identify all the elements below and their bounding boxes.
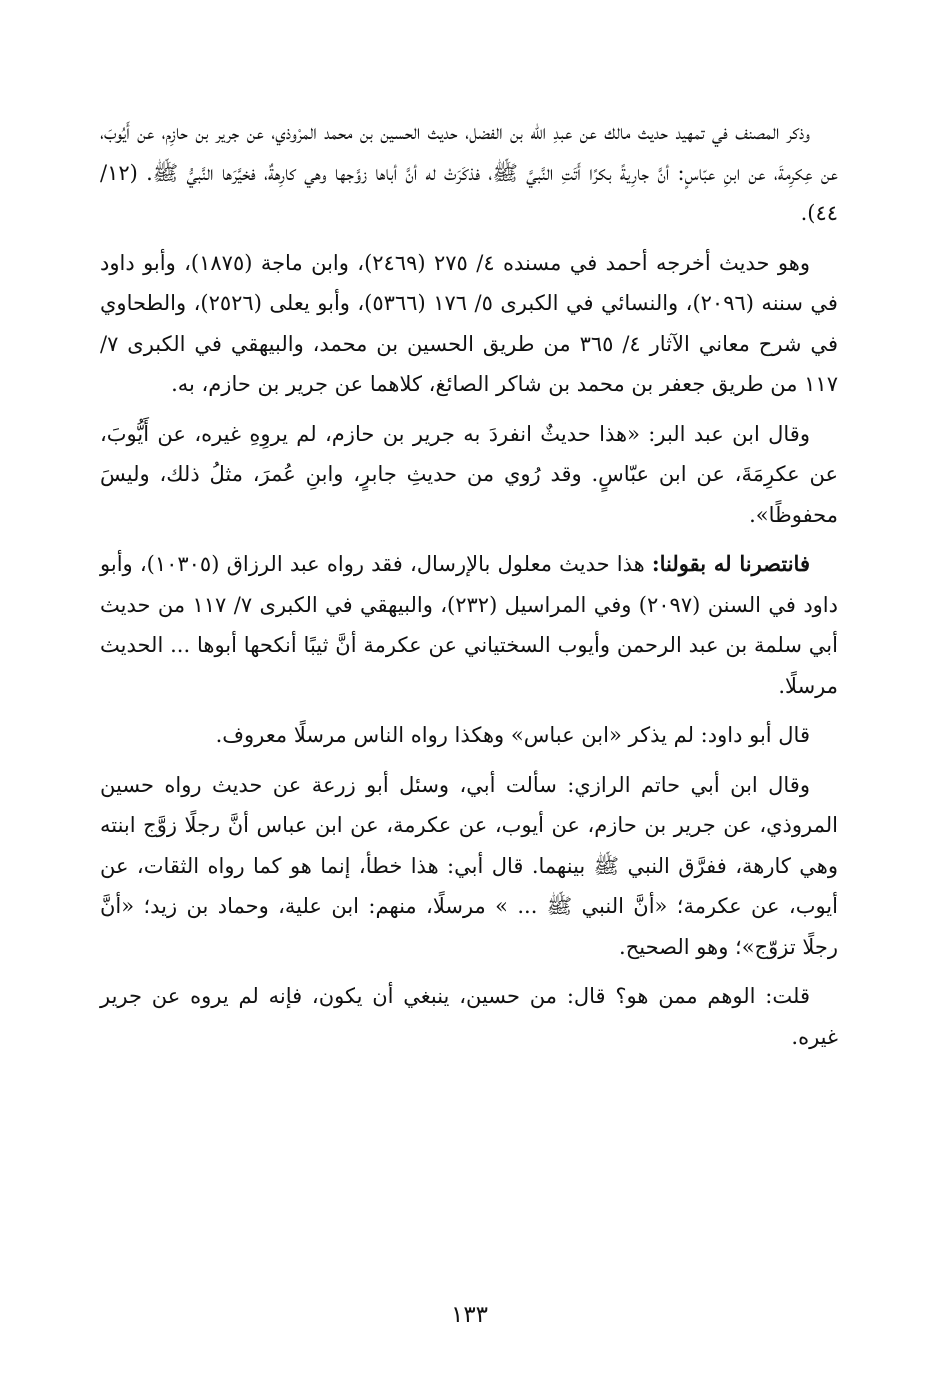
paragraph-text: هذا حديث معلول بالإرسال، فقد رواه عبد الرزاق (١٠٣٠٥)، وأبو داود في السنن (٢٠٩٧) وفي المراسيل (٢٣٢)، والبيهقي في الكبرى ٧/ ١١٧ من حديث أبي سلمة بن عبد الرحمن وأيوب السختياني عن عكرمة أنَّ ثيبًا أنكحها أبوها ... الحديث مرسلًا. <box>100 552 838 698</box>
paragraph-abu-dawud <box>100 715 838 756</box>
paragraph-text: قال أبو داود: لم يذكر «ابن عباس» وهكذا رواه الناس مرسلًا معروف. <box>215 723 810 747</box>
paragraph-text: وذكر المصنف في تمهيد حديث مالك عن عبدِ الله بن الفضل، حديث الحسين بن محمد المرْوذي، عن جرير بن حازِم، عن أَيُوبَ، عن عِكرِمةَ، عن ابنِ عبّاسٍ: أنَّ جارِيةً بكرًا أَتَتِ النَّبيَّ ﷺ، فذكَرَتْ له أنَّ أباها زوَّجها وهي كارِهةٌ، فخيَّرَها النَّبيُّ ﷺ. (١٢/ ٤٤). <box>100 120 838 225</box>
page-number: ١٣٣ <box>450 1302 489 1328</box>
paragraph-tamhid-citation <box>100 112 838 234</box>
paragraph-text: قلت: الوهم ممن هو؟ قال: من حسين، ينبغي أن يكون، فإنه لم يروه عن جرير غيره. <box>100 984 838 1049</box>
paragraph-bold-lead: فانتصرنا له بقولنا: <box>651 551 810 576</box>
paragraph-ibn-abd-al-barr <box>100 414 838 536</box>
page-body <box>100 112 838 1066</box>
paragraph-text: وقال ابن عبد البر: «هذا حديثٌ انفردَ به جرير بن حازم، لم يروِهِ غيره، عن أَيُّوبَ، عن عكرِمَةَ، عن ابن عبّاسٍ. وقد رُوي من حديثِ جابرٍ، وابنِ عُمرَ، مثلُ ذلك، وليسَ محفوظًا». <box>100 421 838 527</box>
paragraph-text: وهو حديث أخرجه أحمد في مسنده ٤/ ٢٧٥ (٢٤٦٩)، وابن ماجة (١٨٧٥)، وأبو داود في سننه (٢٠٩٦)، والنسائي في الكبرى ٥/ ١٧٦ (٥٣٦٦)، وأبو يعلى (٢٥٢٦)، والطحاوي في شرح معاني الآثار ٤/ ٣٦٥ من طريق الحسين بن محمد، والبيهقي في الكبرى ٧/ ١١٧ من طريق جعفر بن محمد بن شاكر الصائغ، كلاهما عن جرير بن حازم، به. <box>100 250 838 396</box>
paragraph-ibn-abi-hatim <box>100 765 838 968</box>
paragraph-text: وقال ابن أبي حاتم الرازي: سألت أبي، وسئل أبو زرعة عن حديث رواه حسين المروذي، عن جرير بن حازم، عن أيوب، عن عكرمة، عن ابن عباس أنَّ رجلًا زوَّج ابنته وهي كارهة، ففرَّق النبي ﷺ بينهما. قال أبي: هذا خطأ، إنما هو كما رواه الثقات، عن أيوب، عن عكرمة؛ «أنَّ النبي ﷺ ... » مرسلًا، منهم: ابن علية، وحماد بن زيد؛ «أنَّ رجلًا تزوّج»؛ وهو الصحيح. <box>100 772 838 959</box>
paragraph-takhrij <box>100 243 838 405</box>
paragraph-wahm-question <box>100 976 838 1057</box>
paragraph-intisar <box>100 544 838 706</box>
